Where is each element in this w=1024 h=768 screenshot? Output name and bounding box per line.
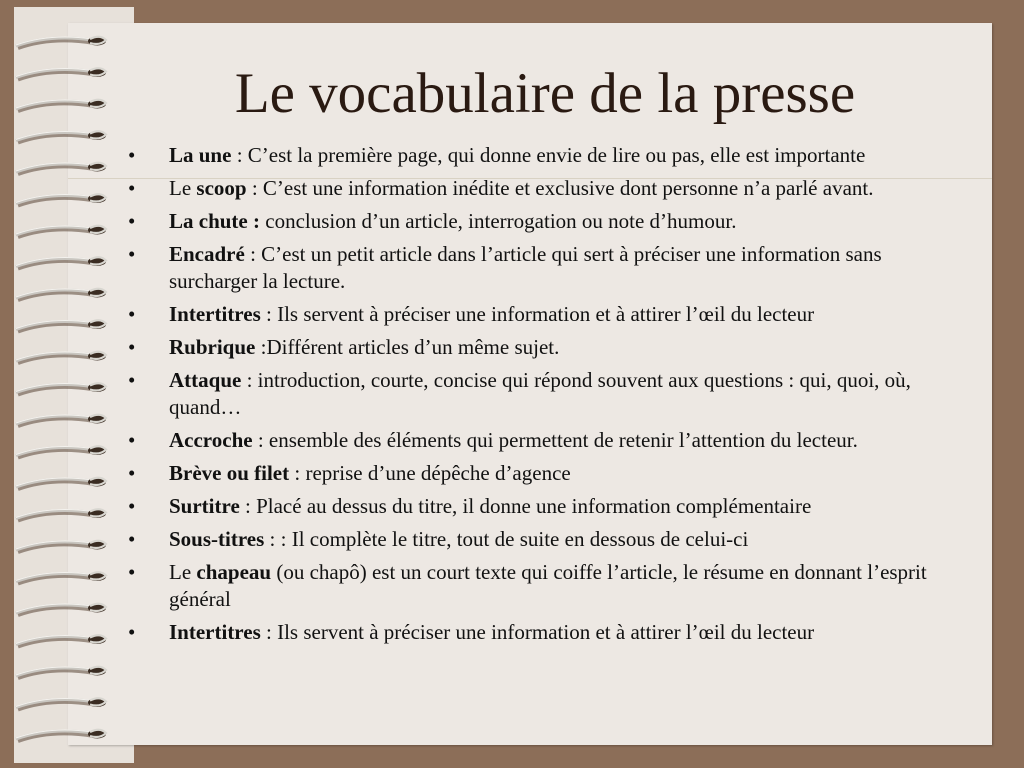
- spiral-ring-icon: [16, 163, 106, 175]
- bullet-dot-icon: •: [128, 527, 136, 551]
- spiral-ring-icon: [16, 730, 106, 742]
- bullet-dot-icon: •: [128, 302, 136, 326]
- item-term: chapeau: [196, 560, 272, 584]
- bullet-dot-icon: •: [128, 242, 136, 266]
- spiral-ring-icon: [16, 604, 106, 616]
- bullet-dot-icon: •: [128, 428, 136, 452]
- item-definition: : Placé au dessus du titre, il donne une information complémentaire: [239, 494, 812, 518]
- item-term: scoop: [196, 176, 247, 200]
- spiral-ring-icon: [16, 509, 106, 521]
- list-item: [128, 241, 973, 295]
- spiral-ring-icon: [16, 415, 106, 427]
- list-item: [128, 493, 973, 520]
- item-definition: :Différent articles d’un même sujet.: [255, 335, 560, 359]
- item-term: Brève ou filet: [169, 461, 290, 485]
- spiral-ring-icon: [16, 131, 106, 143]
- list-item: [128, 208, 973, 235]
- item-prefix: Le: [169, 176, 197, 200]
- item-term: La chute :: [169, 209, 260, 233]
- spiral-ring-icon: [16, 667, 106, 679]
- item-term: Accroche: [169, 428, 253, 452]
- item-definition: : : Il complète le titre, tout de suite en dessous de celui-ci: [264, 527, 749, 551]
- list-item: [128, 460, 973, 487]
- item-term: Intertitres: [169, 620, 261, 644]
- spiral-ring-icon: [16, 289, 106, 301]
- item-definition: : C’est un petit article dans l’article qui sert à préciser une information sans surcharger la lecture.: [169, 242, 882, 293]
- spiral-ring-icon: [16, 320, 106, 332]
- spiral-ring-icon: [16, 446, 106, 458]
- bullet-dot-icon: •: [128, 368, 136, 392]
- bullet-dot-icon: •: [128, 461, 136, 485]
- item-definition: : reprise d’une dépêche d’agence: [289, 461, 571, 485]
- list-item: [128, 526, 973, 553]
- spiral-ring-icon: [16, 478, 106, 490]
- spiral-ring-icon: [16, 541, 106, 553]
- spiral-ring-icon: [16, 572, 106, 584]
- item-definition: (ou chapô) est un court texte qui coiffe l’article, le résume en donnant l’esprit général: [169, 560, 927, 611]
- bullet-dot-icon: •: [128, 209, 136, 233]
- item-term: Surtitre: [169, 494, 240, 518]
- item-term: La une: [169, 143, 232, 167]
- item-definition: : Ils servent à préciser une information et à attirer l’œil du lecteur: [260, 302, 815, 326]
- item-term: Attaque: [169, 368, 242, 392]
- bullet-dot-icon: •: [128, 494, 136, 518]
- bullet-dot-icon: •: [128, 335, 136, 359]
- spiral-ring-icon: [16, 352, 106, 364]
- spiral-ring-icon: [16, 257, 106, 269]
- bullet-dot-icon: •: [128, 176, 136, 200]
- slide-title: Le vocabulaire de la presse: [234, 62, 856, 125]
- spiral-ring-icon: [16, 635, 106, 647]
- vocabulary-list: [128, 142, 973, 652]
- list-item: [128, 334, 973, 361]
- list-item: [128, 142, 973, 169]
- list-item: [128, 619, 973, 646]
- item-definition: : C’est une information inédite et exclusive dont personne n’a parlé avant.: [246, 176, 874, 200]
- list-item: [128, 559, 973, 613]
- list-item: [128, 367, 973, 421]
- item-definition: : C’est la première page, qui donne envie de lire ou pas, elle est importante: [231, 143, 866, 167]
- list-item: [128, 427, 973, 454]
- bullet-dot-icon: •: [128, 560, 136, 584]
- spiral-ring-icon: [16, 68, 106, 80]
- item-definition: conclusion d’un article, interrogation ou note d’humour.: [260, 209, 737, 233]
- item-definition: : Ils servent à préciser une information et à attirer l’œil du lecteur: [260, 620, 815, 644]
- item-definition: : introduction, courte, concise qui répond souvent aux questions : qui, quoi, où, quand…: [169, 368, 911, 419]
- spiral-ring-icon: [16, 100, 106, 112]
- item-term: Sous-titres: [169, 527, 265, 551]
- list-item: [128, 301, 973, 328]
- spiral-ring-icon: [16, 194, 106, 206]
- spiral-ring-icon: [16, 383, 106, 395]
- item-term: Rubrique: [169, 335, 256, 359]
- bullet-dot-icon: •: [128, 143, 136, 167]
- spiral-binding-icon: [0, 0, 140, 768]
- list-item: [128, 175, 973, 202]
- bullet-dot-icon: •: [128, 620, 136, 644]
- spiral-ring-icon: [16, 226, 106, 238]
- item-term: Intertitres: [169, 302, 261, 326]
- spiral-ring-icon: [16, 698, 106, 710]
- item-term: Encadré: [169, 242, 245, 266]
- item-prefix: Le: [169, 560, 197, 584]
- item-definition: : ensemble des éléments qui permettent de retenir l’attention du lecteur.: [252, 428, 858, 452]
- spiral-ring-icon: [16, 37, 106, 49]
